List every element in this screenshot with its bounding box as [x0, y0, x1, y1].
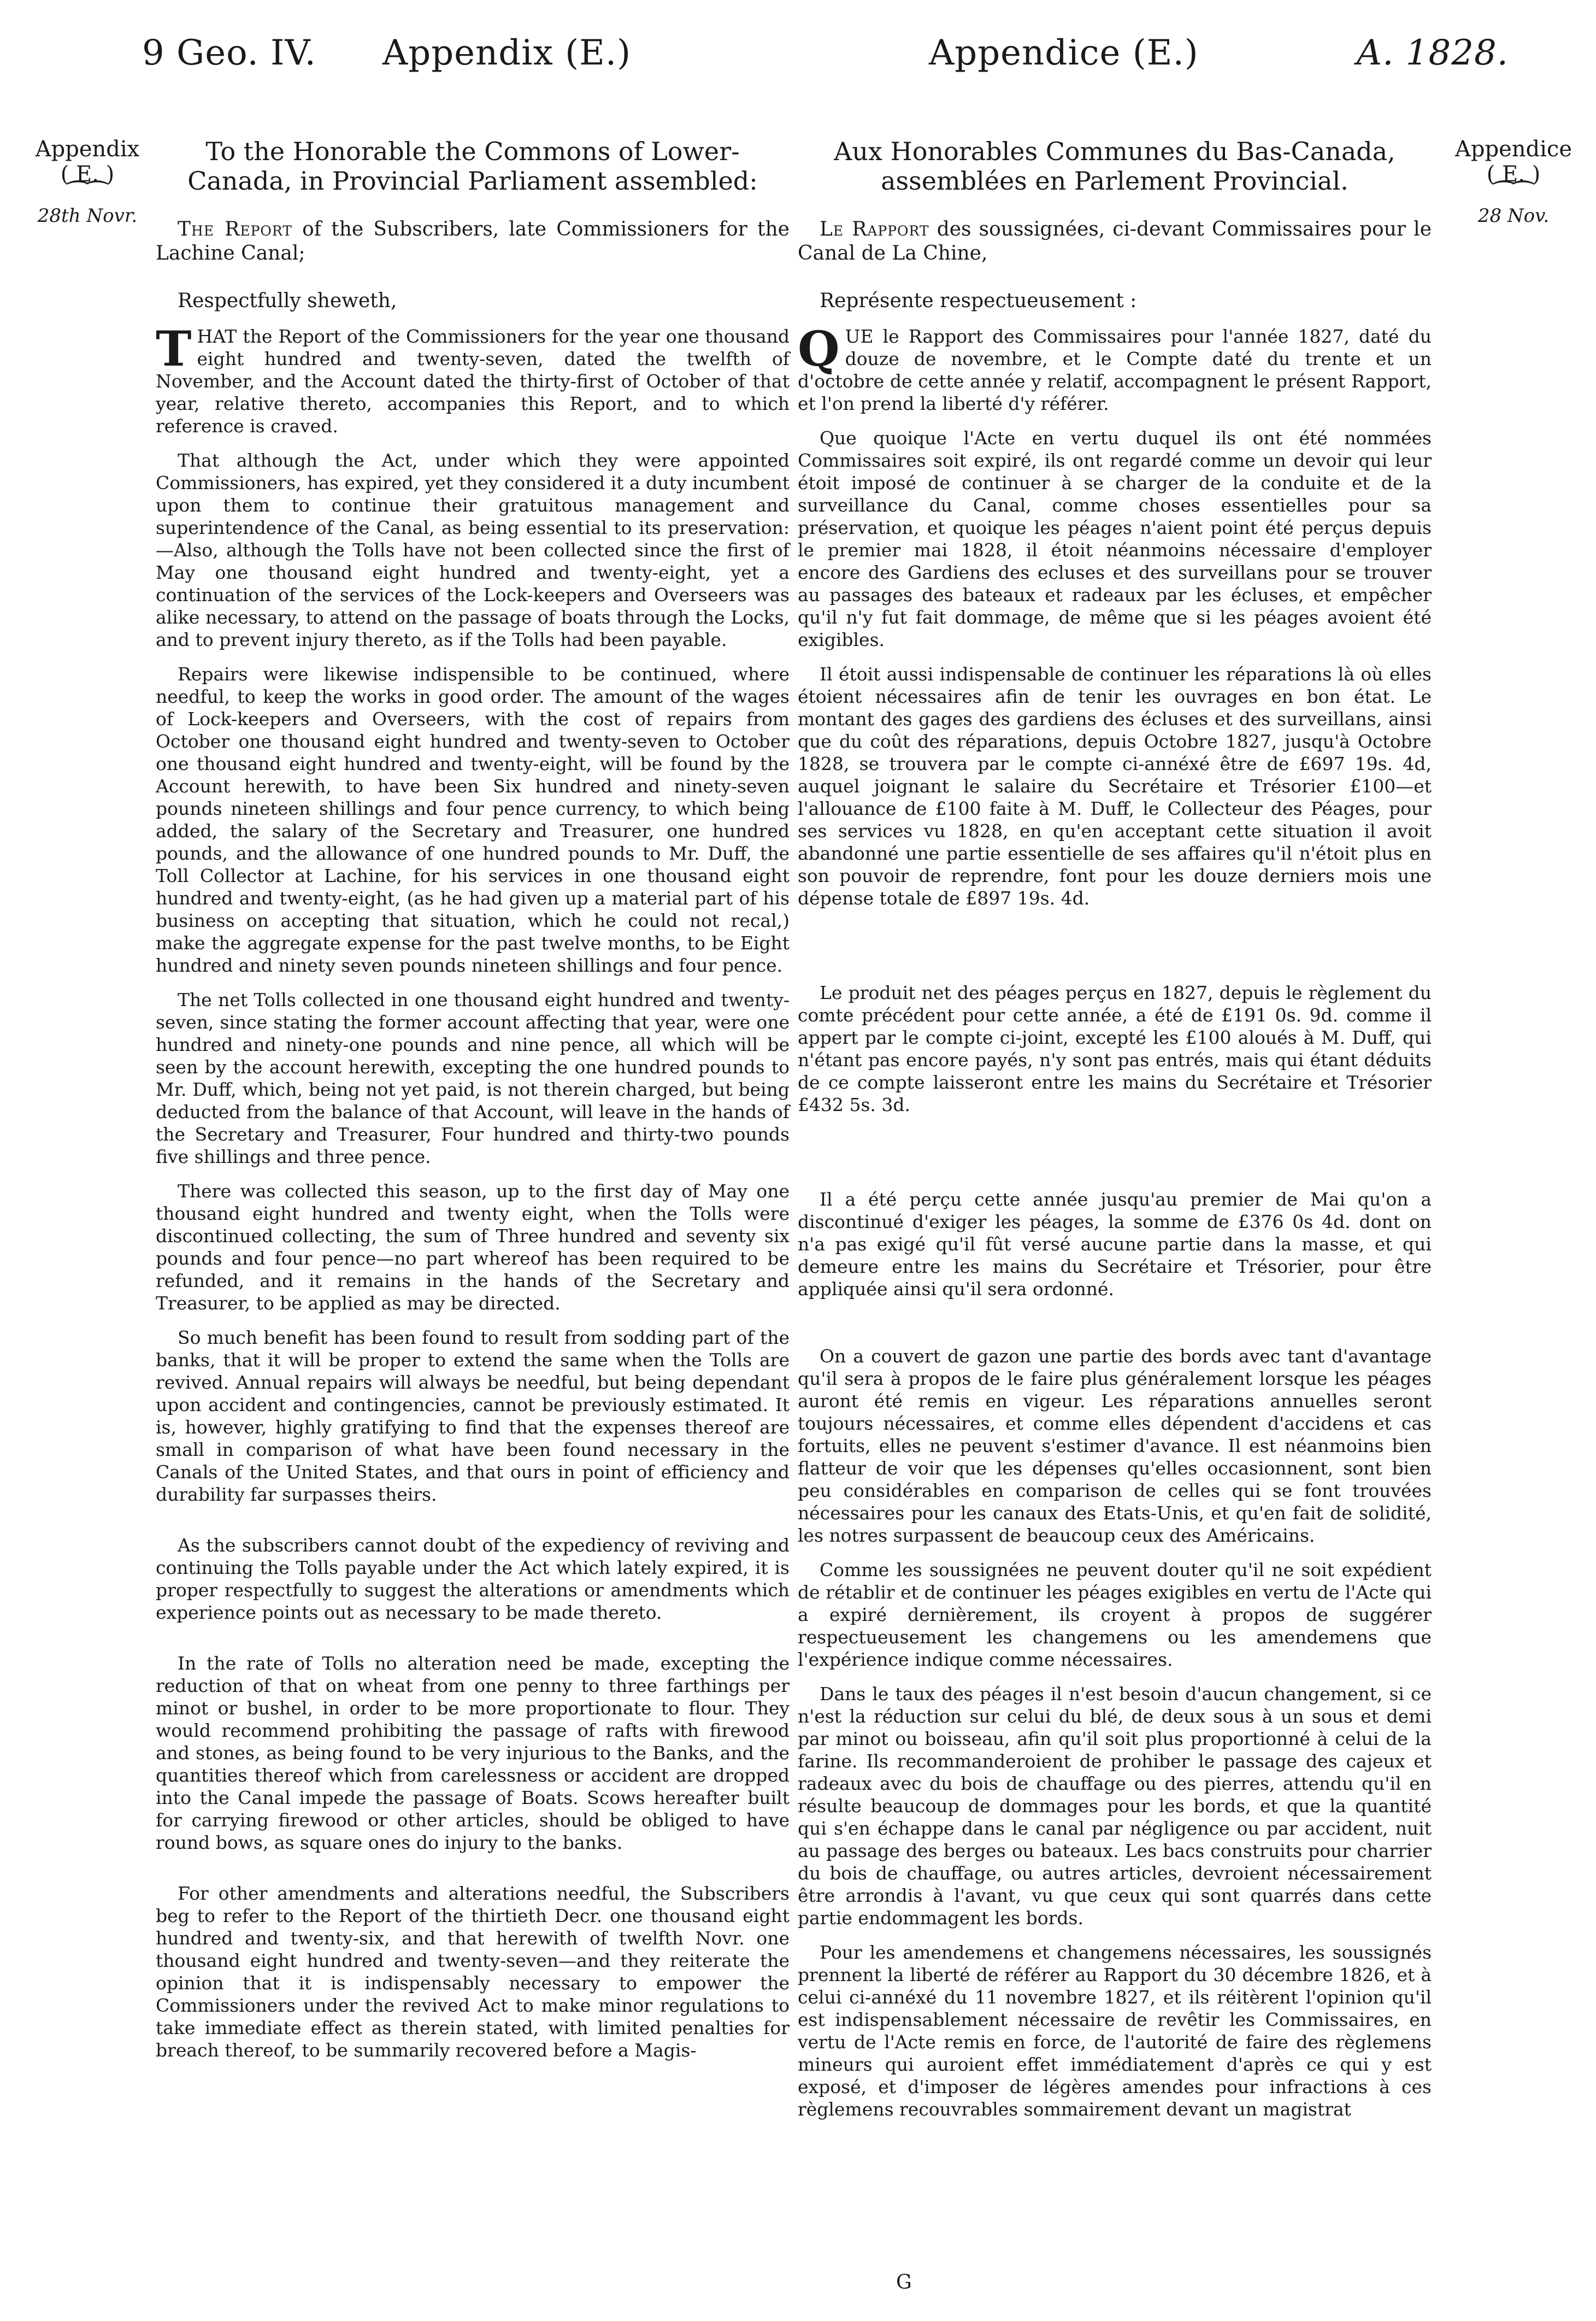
french-lead-text: des soussignées, ci-devant Commissaires pour le Canal de La Chine,: [798, 218, 1432, 265]
english-paragraph: There was collected this season, up to the first day of May one thousand eight hundred and twenty eight, when the Tolls were discontinued collecting, the sum of Three hundred and seventy six pounds and four pence—no part whereof has been required to be refunded, and it remains in the hands of the Secretary and Treasurer, to be applied as may be directed.: [156, 1180, 790, 1314]
french-paragraph: Il a été perçu cette année jusqu'au premier de Mai qu'on a discontinué d'exiger les péages, la somme de £376 0s 4d. dont on n'a pas exigé qu'il fût versé aucune partie dans la masse, et qui demeure entre les mains du Secrétaire et Trésorier, pour être appliquée ainsi qu'il sera ordonné.: [798, 1189, 1432, 1300]
english-paragraph: For other amendments and alterations needful, the Subscribers beg to refer to the Report of the thirtieth Decr. one thousand eight hundred and twenty-six, and that herewith of twelfth Novr. one thousand eight hundred and twenty-seven—and they reiterate the opinion that it is indispensably necessary to empower the Commissioners under the revived Act to make minor regulations to take immediate effect as therein stated, with limited penalties for breach thereof, to be summarily recovered before a Magis-: [156, 1883, 790, 2061]
english-lead-caps: The Report: [178, 218, 292, 240]
english-lead: [156, 218, 790, 266]
french-dropcap: Q: [798, 320, 840, 377]
french-paragraph: Il étoit aussi indispensable de continuer les réparations là où elles étoient nécessaires afin de tenir les ouvrages en bon état. Le montant des gages des gardiens des écluses et des surveillans, ainsi que du coût des réparations, depuis Octobre 1827, jusqu'à Octobre 1828, se trouvera par le compte ci-annéxé être de £697 19s. 4d, auquel joignant le salaire du Secrétaire et Trésorier £100—et l'allouance de £100 faite à M. Duff, le Collecteur des Péages, pour ses services vu 1828, en qu'en acceptant cette situation il avoit abandonné une partie essentielle de ses affaires qu'il n'étoit plus en son pouvoir de reprendre, font pour les douze derniers mois une dépense totale de £897 19s. 4d.: [798, 663, 1432, 909]
margin-note-right: [1453, 137, 1574, 228]
french-paragraph: On a couvert de gazon une partie des bords avec tant d'avantage qu'il sera à propos de le faire plus généralement lorsque les péages auront été remis en vigeur. Les réparations annuelles seront toujours nécessaires, et comme elles dépendent d'accidens et cas fortuits, elles ne peuvent s'estimer d'avance. Il est néanmoins bien flatteur de voir que les dépenses qu'elles occasionnent, sont bien peu considérables en comparison de celles qui se font trouvées nécessaires pour les canaux des Etats-Unis, et qu'en fait de solidité, les notres surpassent de beaucoup ceux des Américains.: [798, 1345, 1432, 1546]
english-paragraph: So much benefit has been found to result from sodding part of the banks, that it will be proper to extend the same when the Tolls are revived. Annual repairs will always be needful, but being dependant upon accident and contingencies, cannot be previously estimated. It is, however, highly gratifying to find that the expenses thereof are small in comparison of what have been found necessary in the Canals of the United States, and that ours in point of efficiency and durability far surpasses theirs.: [156, 1327, 790, 1505]
margin-note-left: [27, 137, 148, 228]
french-paragraph: Que quoique l'Acte en vertu duquel ils ont été nommées Commissaires soit expiré, ils ont regardé comme un devoir qui leur étoit imposé de continuer à se charger de la conduite et de la surveillance du Canal, comme choses essentielles pour sa préservation, et quoique les péages n'aient point été perçus depuis le premier mai 1828, il étoit néanmoins nécessaire d'employer encore des Gardiens des ecluses et des surveillans pour se trouver au passages des bateaux et radeaux par les écluses, et empêcher qu'il n'y fut fait dommage, de même que si les péages avoient été exigibles.: [798, 427, 1432, 650]
english-paragraph: In the rate of Tolls no alteration need be made, excepting the reduction of that on wheat from one penny to three farthings per minot or bushel, in order to be more proportionate to flour. They would recommend prohibiting the passage of rafts with firewood and stones, as being found to be very injurious to the Banks, and the quantities thereof which from carelessness or accident are dropped into the Canal impede the passage of Boats. Scows hereafter built for carrying firewood or other articles, should be obliged to have round bows, as square ones do injury to the banks.: [156, 1653, 790, 1853]
french-salutation: Représente respectueusement :: [820, 290, 1137, 312]
margin-date: 28th Novr.: [37, 205, 138, 227]
french-paragraph: Comme les soussignées ne peuvent douter qu'il ne soit expédient de rétablir et de continuer les péages exigibles en vertu de l'Acte qui a expiré dernièrement, ils croyent à propos de suggérer respectueusement les changemens ou les amendemens que l'expérience indique comme nécessaires.: [798, 1559, 1432, 1670]
signature-mark: G: [896, 2271, 912, 2294]
english-title: To the Honorable the Commons of Lower-Canada, in Provincial Parliament assembled:: [187, 137, 758, 196]
header-regnal-year: 9 Geo. IV.: [142, 33, 316, 73]
header-appendix-en: Appendix (E.): [382, 33, 632, 73]
french-paragraph: QUE le Rapport des Commissaires pour l'année 1827, daté du douze de novembre, et le Compte daté du trente et un d'octobre de cette année y relatif, accompagnent le présent Rapport, et l'on prend la liberté d'y référer.: [798, 320, 1432, 414]
english-salutation: Respectfully sheweth,: [178, 290, 397, 312]
english-paragraph: The net Tolls collected in one thousand eight hundred and twenty-seven, since stating the former account affecting that year, were one hundred and ninety-one pounds and nine pence, all which will be seen by the account herewith, excepting the one hundred pounds to Mr. Duff, which, being not yet paid, is not therein charged, but being deducted from the balance of that Account, will leave in the hands of the Secretary and Treasurer, Four hundred and thirty-two pounds five shillings and three pence.: [156, 989, 790, 1167]
english-paragraph: That although the Act, under which they were appointed Commissioners, has expired, yet they considered it a duty incumbent upon them to continue their gratuitous management and superintendence of the Canal, as being essential to its preservation:—Also, although the Tolls have not been collected since the first of May one thousand eight hundred and twenty-eight, yet a continuation of the services of the Lock-keepers and Overseers was alike necessary, to attend on the passage of boats through the Locks, and to prevent injury thereto, as if the Tolls had been payable.: [156, 450, 790, 650]
french-lead-caps: Le Rapport: [820, 218, 929, 240]
margin-appendice-label: Appendice: [1454, 137, 1572, 162]
french-lead: [798, 218, 1432, 266]
margin-date: 28 Nov.: [1477, 205, 1550, 227]
french-column: [798, 137, 1432, 2132]
page-header: [142, 33, 1509, 93]
header-appendix-fr: Appendice (E.): [929, 33, 1199, 73]
english-column: [156, 137, 790, 2073]
header-year: A. 1828.: [1356, 33, 1509, 73]
english-paragraph: Repairs were likewise indispensible to be continued, where needful, to keep the works in good order. The amount of the wages of Lock-keepers and Overseers, with the cost of repairs from October one thousand eight hundred and twenty-seven to October one thousand eight hundred and twenty-eight, will be found by the Account herewith, to have been Six hundred and ninety-seven pounds nineteen shillings and four pence currency, to which being added, the salary of the Secretary and Treasurer, one hundred pounds, and the allowance of one hundred pounds to Mr. Duff, the Toll Collector at Lachine, for his services in one thousand eight hundred and twenty-eight, (as he had given up a material part of his business on accepting that situation, which he could not recal,) make the aggregate expense for the past twelve months, to be Eight hundred and ninety seven pounds nineteen shillings and four pence.: [156, 663, 790, 976]
margin-appendix-label: Appendix: [35, 137, 140, 162]
margin-appendix-letter: ( E. ): [60, 162, 115, 187]
french-paragraph: Pour les amendemens et changemens nécessaires, les soussignés prennent la liberté de référer au Rapport du 30 décembre 1826, et à celui ci-annéxé du 11 novembre 1827, et ils réitèrent l'opinion qu'il est indispensablement nécessaire de revêtir les Commissaires, en vertu de l'Acte remis en force, de l'autorité de faire des règlemens mineurs qui auroient effet immédiatement d'après ce qui y est exposé, et d'imposer de légères amendes pour infractions à ces règlemens recouvrables sommairement devant un magistrat: [798, 1942, 1432, 2120]
margin-flourish: ⁀⁀: [68, 181, 107, 209]
english-dropcap: T: [156, 320, 192, 377]
english-lead-text: of the Subscribers, late Commissioners for the Lachine Canal;: [156, 218, 790, 265]
english-paragraph: As the subscribers cannot doubt of the expediency of reviving and continuing the Tolls payable under the Act which lately expired, it is proper respectfully to suggest the alterations or amendments which experience points out as necessary to be made thereto.: [156, 1535, 790, 1623]
french-paragraph: Dans le taux des péages il n'est besoin d'aucun changement, si ce n'est la réduction sur celui du blé, de deux sous à un sous et demi par minot ou boisseau, afin qu'il soit plus proportionné à celui de la farine. Ils recommanderoient de prohiber le passage des cajeux et radeaux avec du bois de chauffage ou des pierres, attendu qu'il en résulte beaucoup de dommages pour les bords, et que la quantité qui s'en échappe dans le canal par négligence ou par accident, nuit au passage des berges ou bateaux. Les bacs construits pour charrier du bois de chauffage, ou autres articles, devroient nécessairement être arrondis à l'avant, vu que ceux qui sont quarrés dans cette partie endommagent les bords.: [798, 1683, 1432, 1929]
french-paragraph: Le produit net des péages perçus en 1827, depuis le règlement du comte précédent pour cette année, a été de £191 0s. 9d. comme il appert par le compte ci-joint, excepté les £100 aloués à M. Duff, qui n'étant pas encore payés, n'y sont pas entrés, mais qui étant déduits de ce compte laisseront entre les mains du Secrétaire et Trésorier £432 5s. 3d.: [798, 982, 1432, 1115]
margin-appendice-letter: ( E. ): [1486, 162, 1541, 187]
french-title: Aux Honorables Communes du Bas-Canada, assemblées en Parlement Provincial.: [834, 137, 1395, 196]
margin-flourish: ⁀⁀: [1494, 181, 1533, 209]
english-paragraph: THAT the Report of the Commissioners for the year one thousand eight hundred and twenty-seven, dated the twelfth of November, and the Account dated the thirty-first of October of that year, relative thereto, accompanies this Report, and to which reference is craved.: [156, 320, 790, 437]
